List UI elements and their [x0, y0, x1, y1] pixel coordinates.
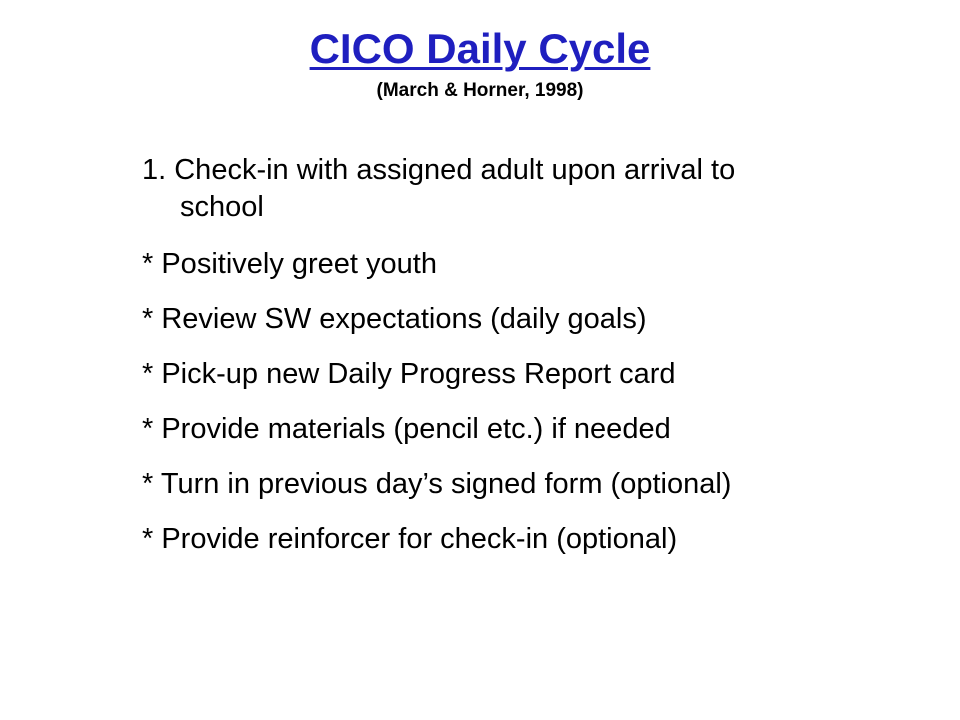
main-item-line-1: 1. Check-in with assigned adult upon arrival to	[142, 154, 736, 186]
title-block	[0, 22, 960, 104]
sub-item-list	[142, 246, 932, 558]
slide-body	[142, 152, 932, 558]
sub-item: * Provide materials (pencil etc.) if needed	[142, 413, 671, 445]
slide-subtitle: (March & Horner, 1998)	[376, 80, 584, 101]
sub-item: * Review SW expectations (daily goals)	[142, 303, 647, 335]
main-list-item	[142, 152, 932, 226]
sub-item: * Provide reinforcer for check-in (optional)	[142, 523, 678, 555]
sub-item: * Turn in previous day’s signed form (optional)	[142, 468, 732, 500]
sub-item: * Pick-up new Daily Progress Report card	[142, 358, 676, 390]
main-item-line-2: school	[180, 191, 264, 223]
slide-title: CICO Daily Cycle	[309, 25, 651, 72]
sub-item: * Positively greet youth	[142, 248, 437, 280]
